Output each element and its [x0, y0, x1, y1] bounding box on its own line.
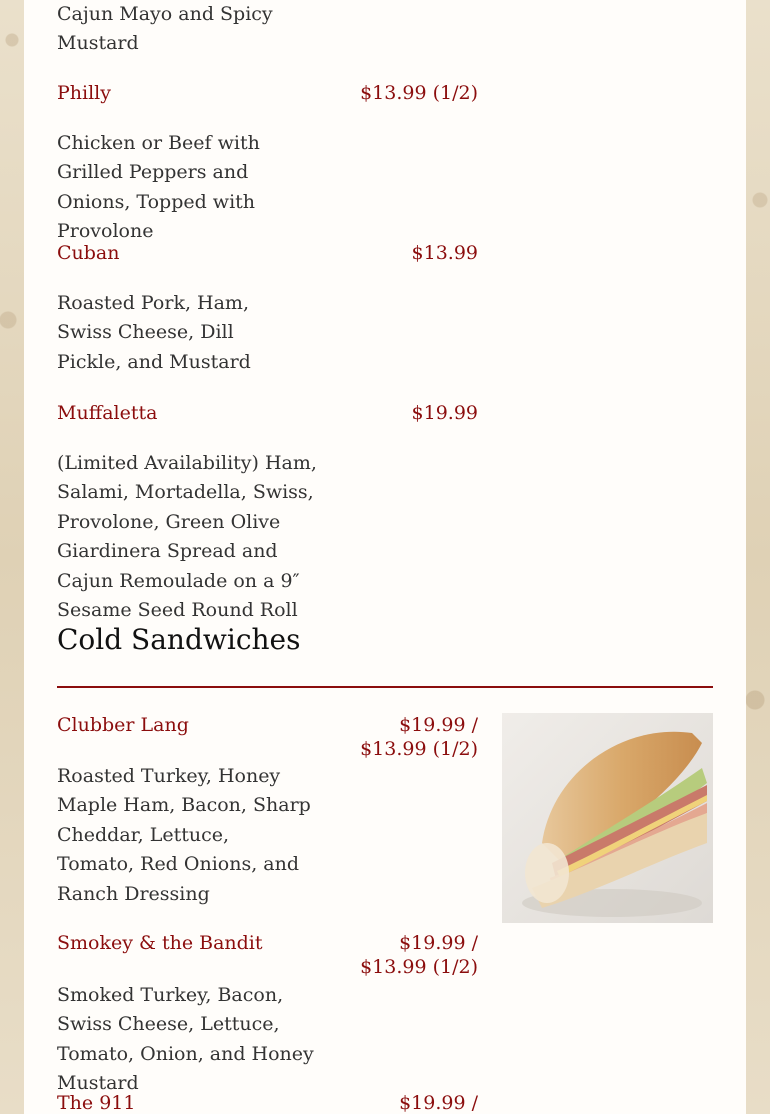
item-name: Smokey & the Bandit [57, 932, 263, 954]
item-price: $19.99 [411, 402, 478, 424]
item-price-line: $19.99 / [399, 932, 478, 954]
menu-item-smokey-the-bandit [57, 931, 478, 1095]
item-price [360, 713, 478, 761]
item-price [360, 931, 478, 979]
item-description: (Limited Availability) Ham, Salami, Mortadella, Swiss, Provolone, Green Olive Giardinera Spread and Cajun Remoulade on a 9″ Sesame Seed Round Roll [57, 452, 317, 622]
item-name: Philly [57, 82, 111, 104]
item-price-line: $13.99 (1/2) [360, 956, 478, 978]
item-description: Cajun Mayo and Spicy Mustard [57, 3, 273, 55]
item-price-line: $19.99 / [399, 714, 478, 736]
sandwich-photo [502, 713, 713, 923]
item-description: Roasted Turkey, Honey Maple Ham, Bacon, Sharp Cheddar, Lettuce, Tomato, Red Onions, and Ranch Dressing [57, 765, 311, 905]
menu-item-the-911 [57, 1091, 478, 1114]
item-price-line: $19.99 / [399, 1092, 478, 1114]
item-name: The 911 [57, 1092, 136, 1114]
menu-item-philly [57, 81, 478, 243]
item-price: $13.99 (1/2) [360, 82, 478, 104]
menu-item-clubber-lang [57, 713, 478, 913]
item-description: Roasted Pork, Ham, Swiss Cheese, Dill Pickle, and Mustard [57, 292, 251, 373]
section-title: Cold Sandwiches [57, 623, 301, 656]
item-name: Clubber Lang [57, 714, 189, 736]
item-name: Muffaletta [57, 402, 158, 424]
section-divider [57, 686, 713, 688]
item-price-line: $13.99 (1/2) [360, 738, 478, 760]
menu-item-cuban [57, 241, 478, 381]
item-description: Smoked Turkey, Bacon, Swiss Cheese, Lettuce, Tomato, Onion, and Honey Mustard [57, 984, 314, 1095]
sandwich-image [502, 713, 713, 923]
item-price [399, 1091, 478, 1114]
item-price: $13.99 [411, 242, 478, 264]
item-name: Cuban [57, 242, 120, 264]
item-description: Chicken or Beef with Grilled Peppers and Onions, Topped with Provolone [57, 132, 260, 243]
menu-item-muffaletta [57, 401, 478, 631]
